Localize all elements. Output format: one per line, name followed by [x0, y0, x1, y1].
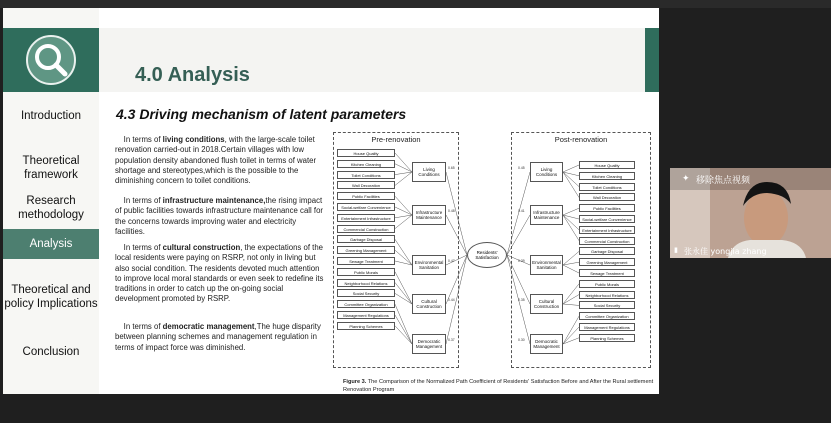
pre-observed-variable: Committee Organization [337, 300, 395, 308]
pre-latent-variable: Environmental Sanitation [412, 255, 446, 275]
post-path-coefficient: 0.41 [518, 209, 525, 213]
pre-path-coefficient: 0.48 [448, 209, 455, 213]
pre-observed-variable: Sewage Treatment [337, 257, 395, 265]
post-observed-variable: Social-welfare Convenience [579, 215, 635, 223]
post-renovation-title: Post-renovation [554, 135, 608, 144]
paragraph-democratic: In terms of democratic management,The huge disparity between planning schemes and management regulation in terms of impact force was diminished. [115, 322, 321, 352]
slide-subtitle: 4.3 Driving mechanism of latent parameters [116, 106, 407, 122]
residents-satisfaction-node: Residents' Satisfaction [467, 242, 507, 268]
participant-video[interactable] [670, 168, 831, 258]
pre-observed-variable: Management Regulations [337, 311, 395, 319]
pre-observed-variable: Neighborhood Relations [337, 279, 395, 287]
pre-observed-variable: Social Security [337, 289, 395, 297]
pre-observed-variable: House Quality [337, 149, 395, 157]
pre-observed-variable: Public Facilities [337, 192, 395, 200]
post-observed-variable: Committee Organization [579, 312, 635, 320]
pre-observed-variable: Planning Schemes [337, 322, 395, 330]
post-observed-variable: Wall Decoration [579, 193, 635, 201]
post-latent-variable: Infrastructure Maintenance [530, 205, 563, 225]
post-latent-variable: Living Conditions [530, 162, 563, 182]
post-observed-variable: Planning Schemes [579, 334, 635, 342]
post-observed-variable: House Quality [579, 161, 635, 169]
post-observed-variable: Public Facilities [579, 204, 635, 212]
slide-title: 4.0 Analysis [135, 64, 250, 86]
post-observed-variable: Greening Management [579, 258, 635, 266]
nav-conclusion: Conclusion [22, 346, 80, 358]
post-observed-variable: Neighborhood Relations [579, 291, 635, 299]
video-toolbar [670, 168, 831, 190]
post-path-coefficient: 0.30 [518, 338, 525, 342]
nav-theoretical-implications: Theoretical and policy Implications [4, 284, 98, 310]
pre-observed-variable: Public Morals [337, 268, 395, 276]
post-observed-variable: Garbage Disposal [579, 247, 635, 255]
nav-introduction: Introduction [20, 110, 82, 122]
post-observed-variable: Management Regulations [579, 323, 635, 331]
pin-icon[interactable]: ✦ [682, 173, 690, 183]
pre-observed-variable: Entertainment Infrastructure [337, 214, 395, 222]
pre-observed-variable: Toilet Conditions [337, 171, 395, 179]
post-observed-variable: Commercial Construction [579, 237, 635, 245]
pre-observed-variable: Wall Decoration [337, 181, 395, 189]
post-latent-variable: Cultural Construction [530, 294, 563, 314]
post-path-coefficient: 0.39 [518, 259, 525, 263]
post-observed-variable: Entertainment Infrastructure [579, 226, 635, 234]
post-observed-variable: Kitchen Cleaning [579, 172, 635, 180]
pre-latent-variable: Living Conditions [412, 162, 446, 182]
shared-slide [3, 8, 659, 394]
pre-path-coefficient: 0.44 [448, 298, 455, 302]
paragraph-cultural: In terms of cultural construction, the expectations of the local residents were paying on RSRP, not only in living but also social condition. The residents devoted much attention to improve local moral standards or even seek to redefine its traditions in order to catch up the on-going social development promoted by RSRP. [115, 243, 324, 304]
nav-analysis: Analysis [3, 229, 99, 259]
pre-observed-variable: Greening Management [337, 246, 395, 254]
pre-latent-variable: Cultural Construction [412, 294, 446, 314]
signal-icon: ▮ [674, 247, 678, 254]
pre-path-coefficient: 0.37 [448, 338, 455, 342]
post-path-coefficient: 0.45 [518, 166, 525, 170]
pre-path-coefficient: 0.47 [448, 259, 455, 263]
pre-path-coefficient: 0.65 [448, 166, 455, 170]
post-observed-variable: Social Security [579, 301, 635, 309]
post-observed-variable: Toilet Conditions [579, 183, 635, 191]
post-path-coefficient: 0.35 [518, 298, 525, 302]
pre-observed-variable: Garbage Disposal [337, 235, 395, 243]
pre-latent-variable: Infrastructure Maintenance [412, 205, 446, 225]
post-latent-variable: Democratic Management [530, 334, 563, 354]
post-observed-variable: Public Morals [579, 280, 635, 288]
paragraph-infrastructure: In terms of infrastructure maintenance,the rising impact of public facilities towards infrastructure maintenance call for the concerns towards improving water and electricity facilities. [115, 196, 324, 236]
pre-observed-variable: Social-welfare Convenience [337, 203, 395, 211]
nav-theoretical-framework: Theoretical framework [22, 155, 80, 181]
pre-renovation-title: Pre-renovation [371, 135, 421, 144]
unpin-video-button[interactable]: 移除焦点视频 [696, 176, 751, 186]
figure-caption: Figure 3. The Comparison of the Normalized Path Coefficient of Residents' Satisfaction Before and After the Rural settlement Renovation Program [343, 379, 654, 393]
participant-name: 张永佳 yongjia zhang [684, 247, 767, 256]
paragraph-living-conditions: In terms of living conditions, with the large-scale toilet renovation carried-out in 2018.Certain villages with low population density abandoned flush toilet in terms of water shortage and stereotypes,which is the possible to the diminishing concern to toilet conditions. [115, 135, 317, 186]
pre-observed-variable: Kitchen Cleaning [337, 160, 395, 168]
top-bar [0, 0, 831, 8]
post-latent-variable: Environmental Sanitation [530, 255, 563, 275]
pre-observed-variable: Commercial Construction [337, 225, 395, 233]
pre-latent-variable: Democratic Management [412, 334, 446, 354]
nav-research-methodology: Research methodology [18, 195, 84, 221]
post-observed-variable: Sewage Treatment [579, 269, 635, 277]
